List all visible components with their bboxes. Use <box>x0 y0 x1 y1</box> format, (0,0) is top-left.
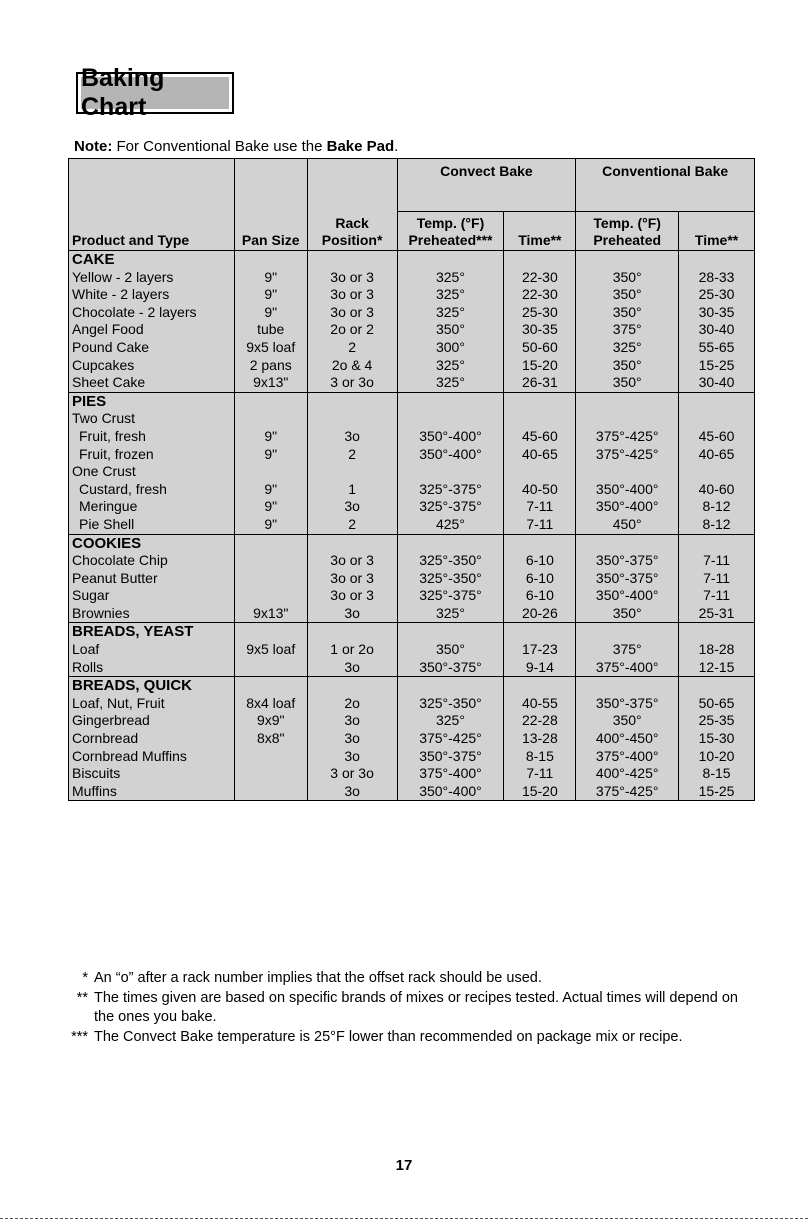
footnote <box>60 989 760 1028</box>
pan-size-cell <box>234 783 307 801</box>
product-cell: Pound Cake <box>69 339 235 357</box>
footnote-mark: *** <box>71 1028 88 1045</box>
convect-temp-cell: 425° <box>397 516 504 534</box>
header-convect-time: Time** <box>504 212 576 251</box>
table-row <box>69 516 755 534</box>
table-row <box>69 286 755 304</box>
convect-time-cell: 25-30 <box>504 304 576 322</box>
table-row <box>69 641 755 659</box>
convect-time-cell: 45-60 <box>504 428 576 446</box>
table-row <box>69 605 755 623</box>
header-convect-temp: Temp. (°F) Preheated*** <box>397 212 504 251</box>
title-text: Baking Chart <box>81 77 229 109</box>
conventional-temp-cell: 350°-375° <box>576 695 679 713</box>
pan-size-cell: 9" <box>234 516 307 534</box>
convect-time-cell: 26-31 <box>504 374 576 392</box>
conventional-temp-cell: 350° <box>576 269 679 287</box>
pan-size-cell <box>234 570 307 588</box>
conventional-time-cell: 10-20 <box>679 748 755 766</box>
conventional-temp-cell: 350° <box>576 286 679 304</box>
product-cell: Chocolate - 2 layers <box>69 304 235 322</box>
product-cell: Pie Shell <box>69 516 235 534</box>
product-cell: White - 2 layers <box>69 286 235 304</box>
empty-cell <box>576 392 679 410</box>
empty-cell <box>504 677 576 695</box>
conventional-temp-cell: 375°-400° <box>576 659 679 677</box>
rack-position-cell: 2 <box>307 446 397 464</box>
pan-size-cell: 8x4 loaf <box>234 695 307 713</box>
product-cell: Fruit, fresh <box>69 428 235 446</box>
conventional-time-cell: 8-15 <box>679 765 755 783</box>
empty-cell <box>576 251 679 269</box>
conventional-temp-cell: 350° <box>576 605 679 623</box>
product-cell: Rolls <box>69 659 235 677</box>
rack-position-cell: 3 or 3o <box>307 374 397 392</box>
section-name: PIES <box>69 392 235 410</box>
header-conventional-temp: Temp. (°F) Preheated <box>576 212 679 251</box>
table-row <box>69 374 755 392</box>
empty-cell <box>576 534 679 552</box>
empty-cell <box>504 392 576 410</box>
conventional-temp-cell: 375°-425° <box>576 428 679 446</box>
convect-temp-cell: 300° <box>397 339 504 357</box>
convect-time-cell: 22-28 <box>504 712 576 730</box>
product-cell: Chocolate Chip <box>69 552 235 570</box>
convect-temp-cell: 325° <box>397 286 504 304</box>
baking-chart-title <box>76 64 234 121</box>
footnotes <box>60 969 760 1047</box>
table-row <box>69 481 755 499</box>
conventional-temp-cell: 400°-425° <box>576 765 679 783</box>
table-row <box>69 269 755 287</box>
conventional-time-cell: 30-35 <box>679 304 755 322</box>
product-cell: Cornbread <box>69 730 235 748</box>
convect-temp-cell: 325° <box>397 374 504 392</box>
conventional-time-cell: 40-60 <box>679 481 755 499</box>
rack-position-cell: 3o or 3 <box>307 552 397 570</box>
rack-position-cell: 2o or 2 <box>307 321 397 339</box>
conventional-temp-cell: 350°-400° <box>576 481 679 499</box>
product-cell: Loaf <box>69 641 235 659</box>
pan-size-cell: 2 pans <box>234 357 307 375</box>
empty-cell <box>307 677 397 695</box>
convect-time-cell: 9-14 <box>504 659 576 677</box>
conventional-temp-cell: 450° <box>576 516 679 534</box>
rack-position-cell: 2o & 4 <box>307 357 397 375</box>
footnote <box>60 969 760 989</box>
header-blank <box>69 159 235 212</box>
table-row <box>69 695 755 713</box>
convect-time-cell: 40-50 <box>504 481 576 499</box>
table-row <box>69 321 755 339</box>
convect-time-cell <box>504 410 576 428</box>
table-row <box>69 748 755 766</box>
convect-temp-cell: 325° <box>397 712 504 730</box>
rack-position-cell: 3o or 3 <box>307 269 397 287</box>
rack-position-cell <box>307 463 397 481</box>
product-cell: Cornbread Muffins <box>69 748 235 766</box>
rack-position-cell: 3o or 3 <box>307 286 397 304</box>
pan-size-cell <box>234 463 307 481</box>
empty-cell <box>234 392 307 410</box>
product-cell: Sheet Cake <box>69 374 235 392</box>
header-product: Product and Type <box>69 212 235 251</box>
convect-temp-cell: 375°-425° <box>397 730 504 748</box>
rack-position-cell: 3o <box>307 783 397 801</box>
table-row <box>69 446 755 464</box>
empty-cell <box>307 623 397 641</box>
convect-time-cell <box>504 463 576 481</box>
product-cell: Meringue <box>69 498 235 516</box>
empty-cell <box>307 251 397 269</box>
convect-temp-cell <box>397 463 504 481</box>
header-conventional-time: Time** <box>679 212 755 251</box>
product-cell: Custard, fresh <box>69 481 235 499</box>
pan-size-cell: 9" <box>234 498 307 516</box>
conventional-temp-cell: 350° <box>576 374 679 392</box>
empty-cell <box>504 251 576 269</box>
convect-temp-cell: 325°-350° <box>397 552 504 570</box>
product-cell: Angel Food <box>69 321 235 339</box>
section-header-row <box>69 392 755 410</box>
convect-time-cell: 50-60 <box>504 339 576 357</box>
convect-temp-cell: 325°-375° <box>397 498 504 516</box>
empty-cell <box>307 534 397 552</box>
table-row <box>69 765 755 783</box>
conventional-temp-cell: 375°-425° <box>576 783 679 801</box>
conventional-time-cell: 7-11 <box>679 552 755 570</box>
conventional-time-cell <box>679 410 755 428</box>
note <box>74 138 398 155</box>
empty-cell <box>504 623 576 641</box>
rack-position-cell: 3o <box>307 730 397 748</box>
product-cell: Muffins <box>69 783 235 801</box>
pan-size-cell <box>234 748 307 766</box>
table-row <box>69 498 755 516</box>
note-label: Note: <box>74 138 113 155</box>
convect-time-cell: 7-11 <box>504 498 576 516</box>
empty-cell <box>234 534 307 552</box>
conventional-temp-cell: 375°-400° <box>576 748 679 766</box>
conventional-temp-cell: 400°-450° <box>576 730 679 748</box>
pan-size-cell: 9x5 loaf <box>234 339 307 357</box>
section-name: BREADS, YEAST <box>69 623 235 641</box>
rack-position-cell: 3o or 3 <box>307 587 397 605</box>
empty-cell <box>679 534 755 552</box>
pan-size-cell: 9" <box>234 481 307 499</box>
convect-time-cell: 7-11 <box>504 516 576 534</box>
conventional-temp-cell: 375° <box>576 321 679 339</box>
header-rack-position: Rack Position* <box>307 212 397 251</box>
section-name: BREADS, QUICK <box>69 677 235 695</box>
table-row <box>69 428 755 446</box>
pan-size-cell: 9" <box>234 286 307 304</box>
empty-cell <box>576 677 679 695</box>
header-convect: Convect Bake <box>397 159 576 212</box>
empty-cell <box>504 534 576 552</box>
product-cell: Peanut Butter <box>69 570 235 588</box>
footnote <box>60 1028 760 1048</box>
pan-size-cell: 9x5 loaf <box>234 641 307 659</box>
convect-time-cell: 22-30 <box>504 269 576 287</box>
empty-cell <box>397 534 504 552</box>
conventional-time-cell: 30-40 <box>679 374 755 392</box>
conventional-time-cell: 25-31 <box>679 605 755 623</box>
rack-position-cell: 3o or 3 <box>307 570 397 588</box>
rack-position-cell: 2o <box>307 695 397 713</box>
conventional-temp-cell: 350°-400° <box>576 587 679 605</box>
convect-temp-cell: 350° <box>397 321 504 339</box>
header-conventional: Conventional Bake <box>576 159 755 212</box>
rack-position-cell: 3o <box>307 428 397 446</box>
conventional-time-cell: 15-30 <box>679 730 755 748</box>
table-row <box>69 357 755 375</box>
rack-position-cell: 3o <box>307 659 397 677</box>
empty-cell <box>307 392 397 410</box>
table-row <box>69 339 755 357</box>
conventional-time-cell: 45-60 <box>679 428 755 446</box>
convect-time-cell: 22-30 <box>504 286 576 304</box>
empty-cell <box>397 677 504 695</box>
conventional-time-cell: 30-40 <box>679 321 755 339</box>
conventional-temp-cell: 350°-375° <box>576 570 679 588</box>
rack-position-cell: 3o <box>307 748 397 766</box>
conventional-temp-cell: 350°-400° <box>576 498 679 516</box>
convect-temp-cell: 350°-400° <box>397 446 504 464</box>
conventional-temp-cell: 375° <box>576 641 679 659</box>
product-cell: Biscuits <box>69 765 235 783</box>
convect-temp-cell: 350°-400° <box>397 428 504 446</box>
empty-cell <box>397 392 504 410</box>
conventional-time-cell: 15-25 <box>679 357 755 375</box>
conventional-time-cell <box>679 463 755 481</box>
conventional-temp-cell: 350° <box>576 357 679 375</box>
empty-cell <box>679 677 755 695</box>
product-cell: Yellow - 2 layers <box>69 269 235 287</box>
table-row <box>69 410 755 428</box>
rack-position-cell: 3 or 3o <box>307 765 397 783</box>
empty-cell <box>234 251 307 269</box>
convect-temp-cell: 350°-400° <box>397 783 504 801</box>
convect-time-cell: 30-35 <box>504 321 576 339</box>
convect-temp-cell: 375°-400° <box>397 765 504 783</box>
product-cell: Cupcakes <box>69 357 235 375</box>
pan-size-cell <box>234 410 307 428</box>
section-header-row <box>69 677 755 695</box>
empty-cell <box>576 623 679 641</box>
table-row <box>69 659 755 677</box>
pan-size-cell: 9" <box>234 304 307 322</box>
convect-time-cell: 17-23 <box>504 641 576 659</box>
conventional-time-cell: 15-25 <box>679 783 755 801</box>
table-row <box>69 783 755 801</box>
product-cell: One Crust <box>69 463 235 481</box>
conventional-temp-cell: 350° <box>576 712 679 730</box>
table-row <box>69 587 755 605</box>
rack-position-cell: 2 <box>307 516 397 534</box>
section-header-row <box>69 623 755 641</box>
convect-time-cell: 15-20 <box>504 783 576 801</box>
empty-cell <box>234 677 307 695</box>
convect-time-cell: 20-26 <box>504 605 576 623</box>
rack-position-cell: 3o <box>307 605 397 623</box>
conventional-time-cell: 12-15 <box>679 659 755 677</box>
empty-cell <box>397 251 504 269</box>
product-cell: Loaf, Nut, Fruit <box>69 695 235 713</box>
empty-cell <box>234 623 307 641</box>
conventional-time-cell: 8-12 <box>679 516 755 534</box>
conventional-time-cell: 25-30 <box>679 286 755 304</box>
conventional-time-cell: 7-11 <box>679 587 755 605</box>
table-row <box>69 463 755 481</box>
table-row <box>69 730 755 748</box>
convect-temp-cell: 325° <box>397 304 504 322</box>
page-number: 17 <box>395 1157 413 1174</box>
section-name: CAKE <box>69 251 235 269</box>
conventional-time-cell: 7-11 <box>679 570 755 588</box>
note-bold: Bake Pad <box>326 138 395 155</box>
header-pan-size: Pan Size <box>234 212 307 251</box>
convect-temp-cell: 350° <box>397 641 504 659</box>
footnote-mark: ** <box>76 989 88 1006</box>
pan-size-cell: 9x13" <box>234 605 307 623</box>
convect-temp-cell: 325°-375° <box>397 587 504 605</box>
conventional-temp-cell <box>576 463 679 481</box>
product-cell: Fruit, frozen <box>69 446 235 464</box>
rack-position-cell <box>307 410 397 428</box>
pan-size-cell: 9" <box>234 269 307 287</box>
empty-cell <box>397 623 504 641</box>
footnote-mark: * <box>82 970 88 986</box>
product-cell: Sugar <box>69 587 235 605</box>
convect-temp-cell: 325°-350° <box>397 695 504 713</box>
rack-position-cell: 1 <box>307 481 397 499</box>
table-row <box>69 570 755 588</box>
note-text-before: For Conventional Bake use the <box>112 138 327 155</box>
section-header-row <box>69 534 755 552</box>
conventional-time-cell: 8-12 <box>679 498 755 516</box>
conventional-time-cell: 50-65 <box>679 695 755 713</box>
convect-time-cell: 6-10 <box>504 587 576 605</box>
convect-temp-cell: 325° <box>397 269 504 287</box>
convect-temp-cell <box>397 410 504 428</box>
convect-temp-cell: 325° <box>397 605 504 623</box>
convect-time-cell: 13-28 <box>504 730 576 748</box>
conventional-time-cell: 25-35 <box>679 712 755 730</box>
convect-temp-cell: 325° <box>397 357 504 375</box>
product-cell: Brownies <box>69 605 235 623</box>
convect-temp-cell: 350°-375° <box>397 659 504 677</box>
convect-temp-cell: 350°-375° <box>397 748 504 766</box>
pan-size-cell <box>234 659 307 677</box>
convect-time-cell: 7-11 <box>504 765 576 783</box>
empty-cell <box>679 392 755 410</box>
conventional-time-cell: 28-33 <box>679 269 755 287</box>
conventional-time-cell: 18-28 <box>679 641 755 659</box>
pan-size-cell: 9x13" <box>234 374 307 392</box>
table-row <box>69 712 755 730</box>
rack-position-cell: 2 <box>307 339 397 357</box>
conventional-temp-cell: 375°-425° <box>576 446 679 464</box>
conventional-time-cell: 40-65 <box>679 446 755 464</box>
footnote-text: An “o” after a rack number implies that the offset rack should be used. <box>94 970 542 986</box>
convect-time-cell: 8-15 <box>504 748 576 766</box>
product-cell: Gingerbread <box>69 712 235 730</box>
footnote-text: The times given are based on specific brands of mixes or recipes tested. Actual times will depend on the ones you bake. <box>94 989 738 1026</box>
product-cell: Two Crust <box>69 410 235 428</box>
conventional-temp-cell <box>576 410 679 428</box>
baking-chart-table <box>68 158 755 801</box>
convect-time-cell: 6-10 <box>504 552 576 570</box>
empty-cell <box>679 623 755 641</box>
convect-temp-cell: 325°-375° <box>397 481 504 499</box>
convect-temp-cell: 325°-350° <box>397 570 504 588</box>
convect-time-cell: 40-55 <box>504 695 576 713</box>
conventional-temp-cell: 325° <box>576 339 679 357</box>
rack-position-cell: 3o <box>307 498 397 516</box>
section-header-row <box>69 251 755 269</box>
pan-size-cell <box>234 552 307 570</box>
pan-size-cell: 9" <box>234 446 307 464</box>
convect-time-cell: 15-20 <box>504 357 576 375</box>
pan-size-cell: 8x8" <box>234 730 307 748</box>
empty-cell <box>679 251 755 269</box>
table-row <box>69 552 755 570</box>
pan-size-cell: tube <box>234 321 307 339</box>
conventional-temp-cell: 350°-375° <box>576 552 679 570</box>
section-name: COOKIES <box>69 534 235 552</box>
convect-time-cell: 6-10 <box>504 570 576 588</box>
convect-time-cell: 40-65 <box>504 446 576 464</box>
conventional-time-cell: 55-65 <box>679 339 755 357</box>
footnote-text: The Convect Bake temperature is 25°F lower than recommended on package mix or recipe. <box>94 1028 683 1045</box>
pan-size-cell <box>234 587 307 605</box>
pan-size-cell <box>234 765 307 783</box>
table-body <box>69 251 755 801</box>
rack-position-cell: 3o or 3 <box>307 304 397 322</box>
pan-size-cell: 9x9" <box>234 712 307 730</box>
pan-size-cell: 9" <box>234 428 307 446</box>
conventional-temp-cell: 350° <box>576 304 679 322</box>
note-text-after: . <box>394 138 399 155</box>
rack-position-cell: 1 or 2o <box>307 641 397 659</box>
rack-position-cell: 3o <box>307 712 397 730</box>
table-row <box>69 304 755 322</box>
